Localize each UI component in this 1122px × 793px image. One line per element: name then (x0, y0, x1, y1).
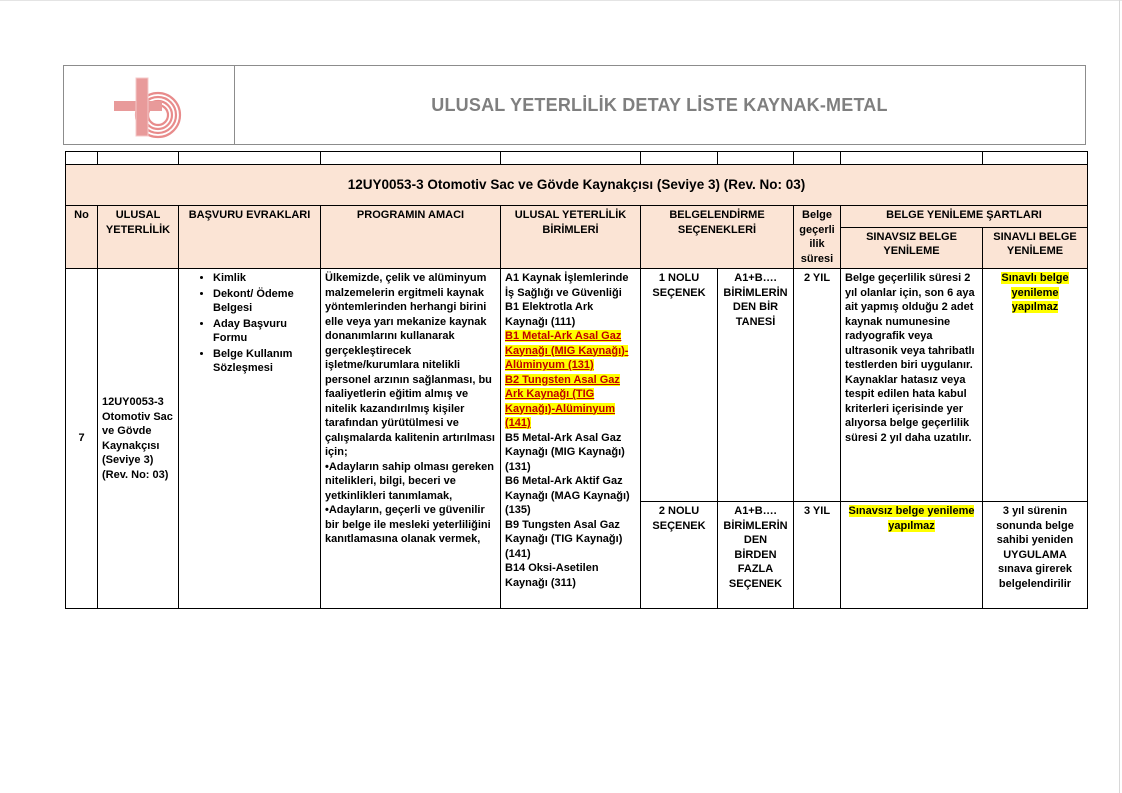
document-item: • Kimlik (213, 271, 316, 286)
document-header (63, 65, 1086, 145)
purpose-paragraph: Ülkemizde, çelik ve alüminyum malzemelerin ergitmeli kaynak yöntemlerinden herhangi birini elle veya yarı mekanize kaynak donanımlarını kullanarak gerçekleştirecek işletme/kurumlara nitelikli personel arzının sağlanması, bu faaliyetlerin eğitim almış ve nitelik kazandırılmış kişiler tarafından yürütülmesi ve çalışmalarda kalitenin artırılması için; (325, 272, 495, 458)
purpose-paragraph: •Adayların sahip olması gereken nitelikleri, bilgi, beceri ve yetkinlikleri tanımlamak, (325, 460, 494, 502)
spacer-row (66, 152, 1088, 165)
purpose-paragraph: •Adayların, geçerli ve güvenilir bir belge ile mesleki yeterliliğini kanıtlamasına olanak vermek, (325, 504, 491, 545)
unit-item: A1 Kaynak İşlemlerinde İş Sağlığı ve Güvenliği (505, 272, 629, 299)
option2-name: 2 NOLU SEÇENEK (641, 502, 718, 609)
option1-with-exam-text: Sınavlı belge yenileme yapılmaz (1001, 272, 1069, 313)
option1-no-exam: Belge geçerlilik süresi 2 yıl olanlar için, son 6 aya ait yapmış olduğu 2 adet kaynak numunesine radyografik veya ultrasonik veya tahribatlı testlerden biri uygulanır. Kaynaklar hatasız veya tespit edilen hata kabul kriterleri içerisinde yer alıyorsa belge geçerlilik süresi 2 yıl daha uzatılır. (841, 269, 983, 502)
col-header-qualification: ULUSAL YETERLİLİK (98, 206, 179, 269)
document-item: • Dekont/ Ödeme Belgesi (213, 287, 316, 316)
unit-item: B6 Metal-Ark Aktif Gaz Kaynağı (MAG Kaynağı) (135) (505, 475, 630, 516)
row-documents (179, 269, 321, 609)
document-item: • Aday Başvuru Formu (213, 317, 316, 346)
option1-validity: 2 YIL (794, 269, 841, 502)
row-qualification (98, 269, 179, 609)
unit-item: B9 Tungsten Asal Gaz Kaynağı (TIG Kaynağı) (141) (505, 518, 623, 560)
page-title: ULUSAL YETERLİLİK DETAY LİSTE KAYNAK-METAL (431, 94, 888, 115)
unit-item-highlighted: B2 Tungsten Asal Gaz Ark Kaynağı (TIG Kaynağı)-Alüminyum (141) (505, 373, 620, 429)
row-units (501, 269, 641, 609)
col-header-units: ULUSAL YETERLİLİK BİRİMLERİ (501, 206, 641, 269)
qualification-title: 12UY0053-3 Otomotiv Sac ve Gövde Kaynakçısı (Seviye 3) (Rev. No: 03) (347, 176, 806, 192)
col-header-no-exam: SINAVSIZ BELGE YENİLEME (841, 227, 983, 268)
col-header-with-exam: SINAVLI BELGE YENİLEME (983, 227, 1088, 268)
option2-no-exam-text: Sınavsız belge yenileme yapılmaz (848, 505, 975, 532)
row-purpose (321, 269, 501, 609)
col-header-purpose: PROGRAMIN AMACI (321, 206, 501, 269)
logo-cell (64, 66, 235, 144)
table-row (66, 269, 1088, 502)
page-top-edge (0, 0, 1122, 1)
row-number: 7 (66, 269, 98, 609)
col-header-options: BELGELENDİRME SEÇENEKLERİ (641, 206, 794, 269)
option2-with-exam: 3 yıl sürenin sonunda belge sahibi yeniden UYGULAMA sınava girerek belgelendirilir (983, 502, 1088, 609)
col-header-renewal: BELGE YENİLEME ŞARTLARI (841, 206, 1088, 228)
qualification-title-row (66, 165, 1088, 206)
col-header-no: No (66, 206, 98, 269)
col-header-documents: BAŞVURU EVRAKLARI (179, 206, 321, 269)
unit-item-highlighted: B1 Metal-Ark Asal Gaz Kaynağı (MIG Kaynağı)-Alüminyum (131) (505, 330, 629, 371)
document-item: • Belge Kullanım Sözleşmesi (213, 347, 316, 376)
unit-item: B5 Metal-Ark Asal Gaz Kaynağı (MIG Kaynağı) (131) (505, 431, 625, 473)
page-right-edge (1119, 0, 1120, 793)
row-qualification-text: 12UY0053-3 Otomotiv Sac ve Gövde Kaynakçısı (Seviye 3) (Rev. No: 03) (102, 396, 173, 481)
unit-item: B1 Elektrotla Ark Kaynağı (111) (505, 301, 594, 328)
option1-with-exam (983, 269, 1088, 502)
option2-validity: 3 YIL (794, 502, 841, 609)
option1-name: 1 NOLU SEÇENEK (641, 269, 718, 502)
option1-combo: A1+B…. BİRİMLERİN DEN BİR TANESİ (718, 269, 794, 502)
option2-no-exam (841, 502, 983, 609)
option2-combo: A1+B…. BİRİMLERİN DEN BİRDEN FAZLA SEÇENEK (718, 502, 794, 609)
qualification-table (65, 151, 1088, 609)
unit-item: B14 Oksi-Asetilen Kaynağı (311) (505, 562, 599, 589)
col-header-validity: Belge geçerli ilik süresi (794, 206, 841, 269)
institution-logo-icon (112, 73, 202, 141)
